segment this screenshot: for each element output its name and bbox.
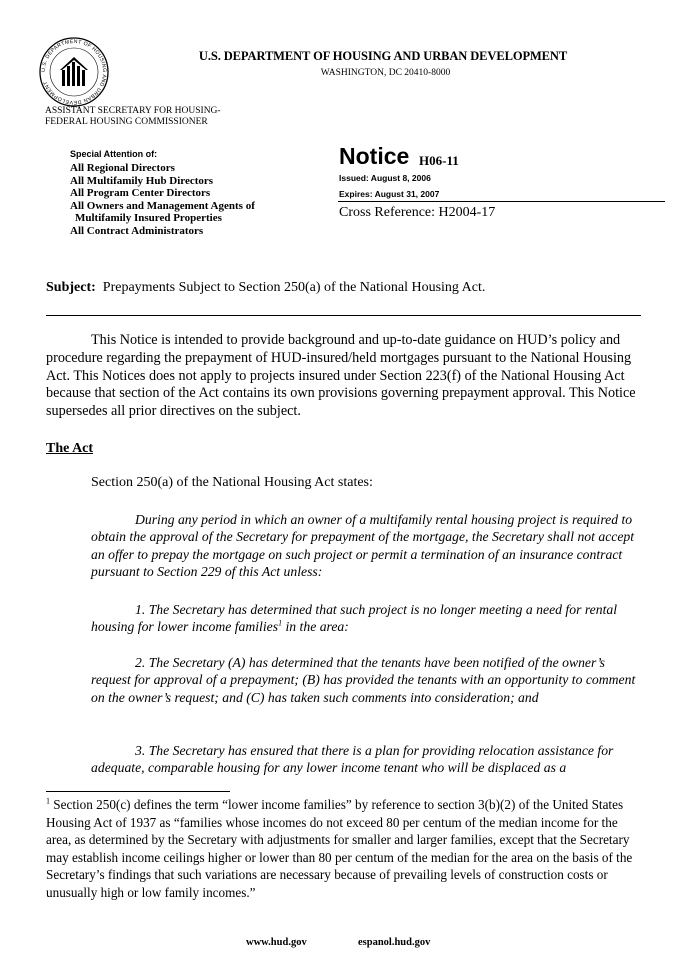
- footer-link-hud[interactable]: www.hud.gov: [246, 937, 307, 948]
- intro-paragraph: This Notice is intended to provide background and up-to-date guidance on HUD’s policy and procedure regarding the prepayment of HUD-insured/held mortgages pursuant to the National Housing Act. This Notices does not apply to projects insured under Section 223(f) of the National Housing Act because that section of the Act contains its own provisions governing prepayment approval. This Notice supersedes all prior directives on the subject.: [46, 332, 636, 420]
- footnote-marker: 1: [46, 796, 50, 806]
- section-heading-the-act: The Act: [46, 441, 94, 456]
- subject-text: Prepayments Subject to Section 250(a) of the National Housing Act.: [102, 280, 486, 295]
- subject-label: Subject:: [46, 280, 96, 295]
- footer-link-espanol[interactable]: espanol.hud.gov: [358, 937, 431, 948]
- office-line-1: ASSISTANT SECRETARY FOR HOUSING-: [45, 106, 221, 116]
- office-name: [45, 106, 221, 128]
- notice-divider: [338, 201, 665, 202]
- statute-quote-item-1: [91, 601, 643, 636]
- cross-reference: Cross Reference: H2004-17: [339, 205, 496, 220]
- footnote-text: Section 250(c) defines the term “lower income families” by reference to section 3(b)(2) of the United States Housing Act of 1937 as “families whose incomes do not exceed 80 per centum of the median income for the area, as determined by the Secretary with adjustments for smaller and larger families, except that the Secretary may establish income ceilings higher or lower than 80 per centum of the median for the area on the basis of the Secretary’s findings that such variations are necessary because of prevailing levels of construction costs or unusually high or low family incomes.”: [46, 797, 633, 900]
- expiration-date: Expires: August 31, 2007: [339, 189, 440, 199]
- recipient-item: All Multifamily Hub Directors: [70, 174, 214, 187]
- footnote-reference[interactable]: 1: [278, 618, 283, 628]
- footnote: [46, 796, 646, 902]
- subject-divider: [46, 315, 641, 316]
- recipient-item: All Contract Administrators: [70, 224, 204, 237]
- statute-quote-preamble: During any period in which an owner of a multifamily rental housing project is required to obtain the approval of the Secretary for prepayment of the mortgage, the Secretary shall not accept an offer to prepay the mortgage on such project or permit a termination of an insurance contract pursuant to Section 229 of this Act unless:: [91, 512, 635, 580]
- quote-item-1-tail: in the area:: [282, 619, 349, 635]
- special-attention-heading: Special Attention of:: [70, 149, 158, 159]
- recipient-item: All Program Center Directors: [70, 187, 211, 200]
- subject-line: [46, 280, 485, 296]
- seal-text: U.S. DEPARTMENT OF HOUSING AND URBAN DEVELOPMENT: [40, 38, 108, 106]
- footnote-divider: [46, 791, 230, 792]
- recipient-list: [70, 162, 255, 238]
- recipient-item: All Owners and Management Agents of: [70, 199, 255, 212]
- agency-name: U.S. DEPARTMENT OF HOUSING AND URBAN DEVELOPMENT: [198, 49, 568, 63]
- issued-date: Issued: August 8, 2006: [339, 173, 431, 183]
- office-line-2: FEDERAL HOUSING COMMISSIONER: [45, 117, 208, 127]
- notice-number: H06-11: [419, 153, 459, 168]
- statute-quote-item-3: 3. The Secretary has ensured that there is a plan for providing relocation assistance for adequate, comparable housing for any lower income tenant who will be displaced as a: [91, 743, 614, 776]
- statute-quote-item-2: 2. The Secretary (A) has determined that the tenants have been notified of the owner’s request for approval of a prepayment; (B) has provided the tenants with an opportunity to comment on the owner’s request; and (C) has taken such comments into consideration; and: [91, 655, 636, 705]
- act-intro: Section 250(a) of the National Housing Act states:: [91, 475, 373, 490]
- agency-address: WASHINGTON, DC 20410-8000: [320, 68, 451, 78]
- recipient-item: Multifamily Insured Properties: [75, 212, 222, 225]
- quote-item-1-text: 1. The Secretary has determined that such project is no longer meeting a need for rental housing for lower income families: [91, 602, 618, 635]
- notice-title: Notice: [339, 143, 410, 169]
- recipient-item: All Regional Directors: [70, 162, 175, 174]
